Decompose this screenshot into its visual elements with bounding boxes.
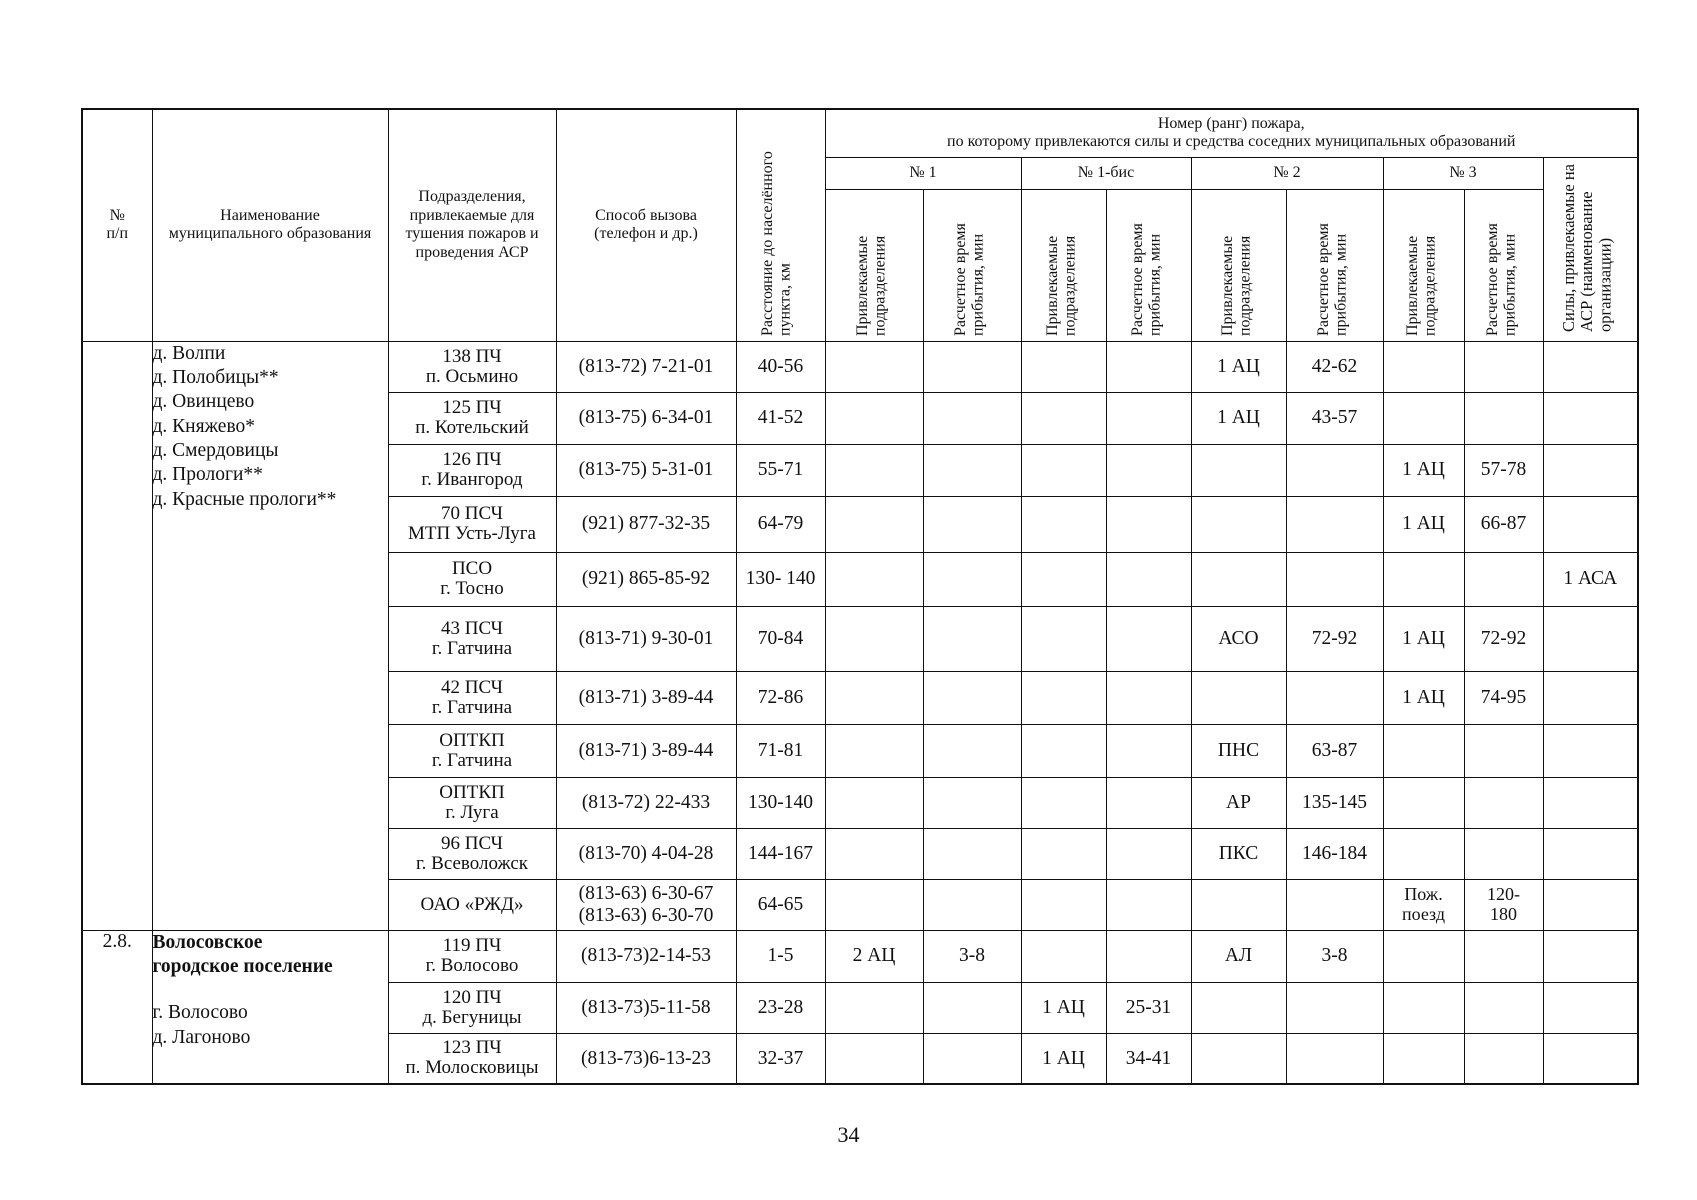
rank-r3u-cell	[1383, 724, 1464, 777]
rank-r3t-cell	[1464, 828, 1543, 879]
distance-cell: 40-56	[736, 341, 825, 392]
header-fire-rank: Номер (ранг) пожара, по которому привлекаются силы и средства соседних муниципальных образований	[825, 109, 1638, 157]
unit-cell-line: 43 ПСЧ	[440, 617, 504, 639]
unit-cell-line: г. Всеволожск	[416, 852, 528, 874]
rank-r1t-cell	[923, 444, 1021, 496]
rank-r1t-cell: 3-8	[923, 930, 1021, 982]
rank-r1u-cell	[825, 828, 923, 879]
row-number	[82, 341, 152, 930]
rank-r1u-cell	[825, 777, 923, 828]
rank-rbt-cell	[1106, 341, 1191, 392]
header-r1-time: Расчетное время прибытия, мин	[923, 189, 1021, 341]
rank-r1t-cell	[923, 496, 1021, 552]
rank-rbu-cell	[1021, 724, 1106, 777]
rank-asr-cell: 1 АСА	[1543, 552, 1638, 606]
phone-cell	[556, 1033, 736, 1084]
unit-cell-line: д. Бегуницы	[422, 1006, 522, 1028]
unit-cell	[388, 444, 556, 496]
rank-rbt-cell	[1106, 930, 1191, 982]
rank-r2u-cell	[1191, 1033, 1286, 1084]
header-rank-3: № 3	[1383, 157, 1543, 189]
page-number: 34	[837, 1122, 860, 1147]
rank-r2t-cell: 42-62	[1286, 341, 1383, 392]
unit-cell-line: 126 ПЧ	[442, 449, 502, 471]
header-municipality: Наименование муниципального образования	[152, 109, 388, 341]
rank-r3u-cell	[1383, 1033, 1464, 1084]
settlement-name: д. Полобицы**	[152, 366, 279, 388]
settlement-name: г. Волосово	[152, 1002, 248, 1024]
rank-r3t-cell	[1464, 724, 1543, 777]
settlement-name: д. Овинцево	[152, 391, 255, 413]
rank-asr-cell	[1543, 724, 1638, 777]
phone-cell	[556, 879, 736, 930]
rank-rbu-cell	[1021, 341, 1106, 392]
rank-rbt-cell: 34-41	[1106, 1033, 1191, 1084]
unit-cell-line: п. Молосковицы	[405, 1057, 539, 1079]
distance-cell: 130- 140	[736, 552, 825, 606]
unit-cell-line: ОАО «РЖД»	[420, 893, 524, 915]
rank-r3u-cell	[1383, 341, 1464, 392]
rank-rbu-cell	[1021, 777, 1106, 828]
distance-cell: 32-37	[736, 1033, 825, 1084]
rank-r2u-cell: АЛ	[1191, 930, 1286, 982]
header-call-method: Способ вызова (телефон и др.)	[556, 109, 736, 341]
rank-r3u-cell	[1383, 828, 1464, 879]
rank-rbt-cell	[1106, 392, 1191, 444]
rank-r3u-cell	[1383, 552, 1464, 606]
unit-cell-line: 123 ПЧ	[442, 1037, 502, 1059]
rank-asr-cell	[1543, 392, 1638, 444]
rank-r2t-cell: 72-92	[1286, 606, 1383, 671]
phone-cell-line: (813-63) 6-30-70	[578, 904, 714, 926]
rank-r2u-cell: АР	[1191, 777, 1286, 828]
rank-r2t-cell	[1286, 1033, 1383, 1084]
rank-r2u-cell	[1191, 496, 1286, 552]
rank-r1u-cell	[825, 392, 923, 444]
rank-asr-cell	[1543, 341, 1638, 392]
unit-cell-line: 42 ПСЧ	[440, 676, 504, 698]
rank-r2t-cell	[1286, 444, 1383, 496]
rank-rbt-cell	[1106, 671, 1191, 724]
rank-r3t-cell: 57-78	[1464, 444, 1543, 496]
header-units: Подразделения, привлекаемые для тушения пожаров и проведения АСР	[388, 109, 556, 341]
phone-cell	[556, 982, 736, 1033]
rank-r2t-cell	[1286, 671, 1383, 724]
rank-rbu-cell	[1021, 496, 1106, 552]
rank-r1t-cell	[923, 724, 1021, 777]
header-rb-units: Привлекаемые подразделения	[1021, 189, 1106, 341]
phone-cell-line: (813-71) 3-89-44	[578, 739, 714, 761]
unit-cell	[388, 671, 556, 724]
rank-r2u-cell: ПНС	[1191, 724, 1286, 777]
rank-rbt-cell	[1106, 606, 1191, 671]
phone-cell-line: (813-63) 6-30-67	[578, 883, 714, 905]
rank-r2u-cell	[1191, 879, 1286, 930]
unit-cell	[388, 1033, 556, 1084]
phone-cell	[556, 444, 736, 496]
phone-cell-line: (813-75) 5-31-01	[578, 459, 714, 481]
distance-cell: 41-52	[736, 392, 825, 444]
phone-cell-line: (813-73)5-11-58	[581, 996, 711, 1018]
unit-cell	[388, 930, 556, 982]
rank-r1u-cell	[825, 671, 923, 724]
unit-cell	[388, 392, 556, 444]
phone-cell	[556, 930, 736, 982]
distance-cell: 130-140	[736, 777, 825, 828]
settlement-name: д. Красные прологи**	[152, 488, 337, 510]
rank-r3u-cell: Пож. поезд	[1383, 879, 1464, 930]
rank-r3u-cell	[1383, 777, 1464, 828]
phone-cell	[556, 671, 736, 724]
rank-r2t-cell: 43-57	[1286, 392, 1383, 444]
table-row	[82, 341, 1638, 392]
rank-r2t-cell	[1286, 982, 1383, 1033]
rank-r1u-cell	[825, 496, 923, 552]
rank-r2u-cell: 1 АЦ	[1191, 341, 1286, 392]
rank-rbt-cell	[1106, 724, 1191, 777]
rank-rbu-cell	[1021, 552, 1106, 606]
header-rank-1bis: № 1-бис	[1021, 157, 1191, 189]
rank-asr-cell	[1543, 671, 1638, 724]
rank-rbu-cell: 1 АЦ	[1021, 982, 1106, 1033]
rank-asr-cell	[1543, 982, 1638, 1033]
rank-r1t-cell	[923, 552, 1021, 606]
rank-r2u-cell	[1191, 671, 1286, 724]
rank-rbu-cell	[1021, 879, 1106, 930]
phone-cell-line: (813-73)2-14-53	[581, 945, 711, 967]
header-distance: Расстояние до населённого пункта, км	[736, 109, 825, 341]
rank-r1t-cell	[923, 392, 1021, 444]
rank-r3t-cell: 72-92	[1464, 606, 1543, 671]
municipality-cell	[152, 341, 388, 930]
phone-cell-line: (813-71) 9-30-01	[578, 627, 714, 649]
rank-r3t-cell: 66-87	[1464, 496, 1543, 552]
unit-cell	[388, 606, 556, 671]
distance-cell: 64-65	[736, 879, 825, 930]
unit-cell-line: МТП Усть-Луга	[407, 523, 536, 544]
rank-r3t-cell: 74-95	[1464, 671, 1543, 724]
header-r2-units: Привлекаемые подразделения	[1191, 189, 1286, 341]
fire-departure-table	[81, 108, 1639, 1085]
rank-r1u-cell	[825, 444, 923, 496]
rank-r3t-cell	[1464, 392, 1543, 444]
row-number: 2.8.	[82, 930, 152, 1084]
unit-cell-line: г. Ивангород	[421, 469, 523, 490]
unit-cell	[388, 496, 556, 552]
phone-cell	[556, 341, 736, 392]
municipality-title: Волосовское	[152, 931, 263, 953]
rank-r1u-cell	[825, 552, 923, 606]
phone-cell-line: (921) 877-32-35	[581, 513, 711, 535]
unit-cell-line: 70 ПСЧ	[440, 503, 504, 525]
unit-cell-line: г. Тосно	[440, 578, 504, 599]
phone-cell-line: (813-73)6-13-23	[581, 1047, 711, 1069]
rank-r2u-cell: 1 АЦ	[1191, 392, 1286, 444]
rank-r3t-cell	[1464, 930, 1543, 982]
rank-r1t-cell	[923, 606, 1021, 671]
rank-r1u-cell	[825, 982, 923, 1033]
rank-asr-cell	[1543, 496, 1638, 552]
rank-asr-cell	[1543, 930, 1638, 982]
rank-r2t-cell: 63-87	[1286, 724, 1383, 777]
unit-cell-line: 119 ПЧ	[442, 935, 502, 957]
distance-cell: 144-167	[736, 828, 825, 879]
distance-cell: 23-28	[736, 982, 825, 1033]
unit-cell-line: 96 ПСЧ	[440, 832, 504, 854]
rank-r2u-cell	[1191, 982, 1286, 1033]
settlement-name: д. Княжево*	[152, 415, 256, 437]
phone-cell	[556, 777, 736, 828]
rank-rbt-cell	[1106, 496, 1191, 552]
rank-r2u-cell	[1191, 552, 1286, 606]
rank-rbt-cell: 25-31	[1106, 982, 1191, 1033]
unit-cell-line: г. Волосово	[425, 955, 519, 976]
rank-rbt-cell	[1106, 444, 1191, 496]
header-r3-time: Расчетное время прибытия, мин	[1464, 189, 1543, 341]
rank-r2t-cell	[1286, 496, 1383, 552]
phone-cell	[556, 552, 736, 606]
rank-rbt-cell	[1106, 879, 1191, 930]
header-rank-2: № 2	[1191, 157, 1383, 189]
rank-r1t-cell	[923, 828, 1021, 879]
rank-r3u-cell: 1 АЦ	[1383, 444, 1464, 496]
rank-r2t-cell	[1286, 552, 1383, 606]
header-rb-time: Расчетное время прибытия, мин	[1106, 189, 1191, 341]
rank-r3t-cell	[1464, 982, 1543, 1033]
rank-r1t-cell	[923, 777, 1021, 828]
rank-rbu-cell	[1021, 671, 1106, 724]
rank-r1u-cell	[825, 724, 923, 777]
phone-cell-line: (813-75) 6-34-01	[578, 407, 714, 429]
rank-r3t-cell	[1464, 1033, 1543, 1084]
table-row	[82, 930, 1638, 982]
rank-rbt-cell	[1106, 552, 1191, 606]
settlement-name: д. Смердовицы	[152, 440, 279, 461]
unit-cell-line: г. Гатчина	[431, 696, 513, 718]
unit-cell	[388, 724, 556, 777]
unit-cell-line: ПСО	[451, 558, 493, 580]
rank-rbt-cell	[1106, 828, 1191, 879]
phone-cell-line: (813-72) 22-433	[581, 791, 711, 813]
rank-r2t-cell: 135-145	[1286, 777, 1383, 828]
rank-asr-cell	[1543, 777, 1638, 828]
rank-r3t-cell	[1464, 341, 1543, 392]
header-asr-forces: Силы, привлекаемые на АСР (наименование организации)	[1543, 157, 1638, 341]
rank-r1u-cell	[825, 1033, 923, 1084]
unit-cell-line: ОПТКП	[439, 729, 505, 751]
rank-r1t-cell	[923, 982, 1021, 1033]
rank-r1u-cell	[825, 341, 923, 392]
rank-rbu-cell	[1021, 828, 1106, 879]
distance-cell: 1-5	[736, 930, 825, 982]
phone-cell	[556, 496, 736, 552]
unit-cell-line: п. Осьмино	[425, 365, 519, 387]
distance-cell: 55-71	[736, 444, 825, 496]
phone-cell	[556, 606, 736, 671]
settlement-name: д. Лагоново	[152, 1026, 251, 1048]
unit-cell	[388, 828, 556, 879]
unit-cell	[388, 879, 556, 930]
unit-cell-line: г. Луга	[445, 801, 499, 823]
unit-cell-line: п. Котельский	[415, 417, 529, 438]
rank-rbu-cell: 1 АЦ	[1021, 1033, 1106, 1084]
rank-asr-cell	[1543, 444, 1638, 496]
distance-cell: 70-84	[736, 606, 825, 671]
phone-cell	[556, 392, 736, 444]
phone-cell-line: (813-70) 4-04-28	[578, 842, 714, 864]
rank-r1t-cell	[923, 1033, 1021, 1084]
rank-asr-cell	[1543, 606, 1638, 671]
rank-rbu-cell	[1021, 392, 1106, 444]
distance-cell: 71-81	[736, 724, 825, 777]
rank-r2t-cell: 3-8	[1286, 930, 1383, 982]
rank-r1t-cell	[923, 671, 1021, 724]
phone-cell-line: (813-71) 3-89-44	[578, 686, 714, 708]
header-r2-time: Расчетное время прибытия, мин	[1286, 189, 1383, 341]
municipality-title: городское поселение	[152, 955, 333, 977]
table-body	[82, 341, 1638, 1084]
unit-cell	[388, 552, 556, 606]
distance-cell: 64-79	[736, 496, 825, 552]
rank-r1u-cell: 2 АЦ	[825, 930, 923, 982]
phone-cell-line: (813-72) 7-21-01	[578, 355, 714, 377]
rank-r3u-cell	[1383, 392, 1464, 444]
rank-r1u-cell	[825, 879, 923, 930]
rank-rbt-cell	[1106, 777, 1191, 828]
rank-r1u-cell	[825, 606, 923, 671]
rank-r3u-cell	[1383, 930, 1464, 982]
rank-r3t-cell	[1464, 777, 1543, 828]
unit-cell-line: г. Гатчина	[431, 637, 513, 659]
phone-cell	[556, 828, 736, 879]
municipality-cell	[152, 930, 388, 1084]
rank-r3u-cell: 1 АЦ	[1383, 606, 1464, 671]
unit-cell-line: г. Гатчина	[431, 749, 513, 771]
unit-cell-line: 125 ПЧ	[442, 397, 502, 419]
unit-cell	[388, 777, 556, 828]
rank-asr-cell	[1543, 828, 1638, 879]
rank-r3u-cell: 1 АЦ	[1383, 671, 1464, 724]
phone-cell-line: (921) 865-85-92	[581, 568, 711, 590]
rank-asr-cell	[1543, 1033, 1638, 1084]
distance-cell: 72-86	[736, 671, 825, 724]
rank-rbu-cell	[1021, 606, 1106, 671]
phone-cell	[556, 724, 736, 777]
unit-cell-line: 138 ПЧ	[442, 345, 502, 367]
rank-r2u-cell: ПКС	[1191, 828, 1286, 879]
header-r3-units: Привлекаемые подразделения	[1383, 189, 1464, 341]
rank-rbu-cell	[1021, 930, 1106, 982]
unit-cell-line: 120 ПЧ	[442, 986, 502, 1008]
rank-r2t-cell	[1286, 879, 1383, 930]
rank-r3t-cell	[1464, 552, 1543, 606]
rank-r1t-cell	[923, 879, 1021, 930]
rank-r3t-cell: 120-180	[1464, 879, 1543, 930]
rank-r1t-cell	[923, 341, 1021, 392]
unit-cell-line: ОПТКП	[439, 781, 505, 803]
settlement-name: д. Прологи**	[152, 464, 263, 486]
header-num: № п/п	[82, 109, 152, 341]
rank-r2u-cell: АСО	[1191, 606, 1286, 671]
unit-cell	[388, 982, 556, 1033]
rank-asr-cell	[1543, 879, 1638, 930]
rank-r2u-cell	[1191, 444, 1286, 496]
settlement-name: д. Волпи	[152, 342, 226, 364]
rank-r3u-cell: 1 АЦ	[1383, 496, 1464, 552]
header-rank-1: № 1	[825, 157, 1021, 189]
rank-rbu-cell	[1021, 444, 1106, 496]
header-r1-units: Привлекаемые подразделения	[825, 189, 923, 341]
rank-r2t-cell: 146-184	[1286, 828, 1383, 879]
unit-cell	[388, 341, 556, 392]
rank-r3u-cell	[1383, 982, 1464, 1033]
